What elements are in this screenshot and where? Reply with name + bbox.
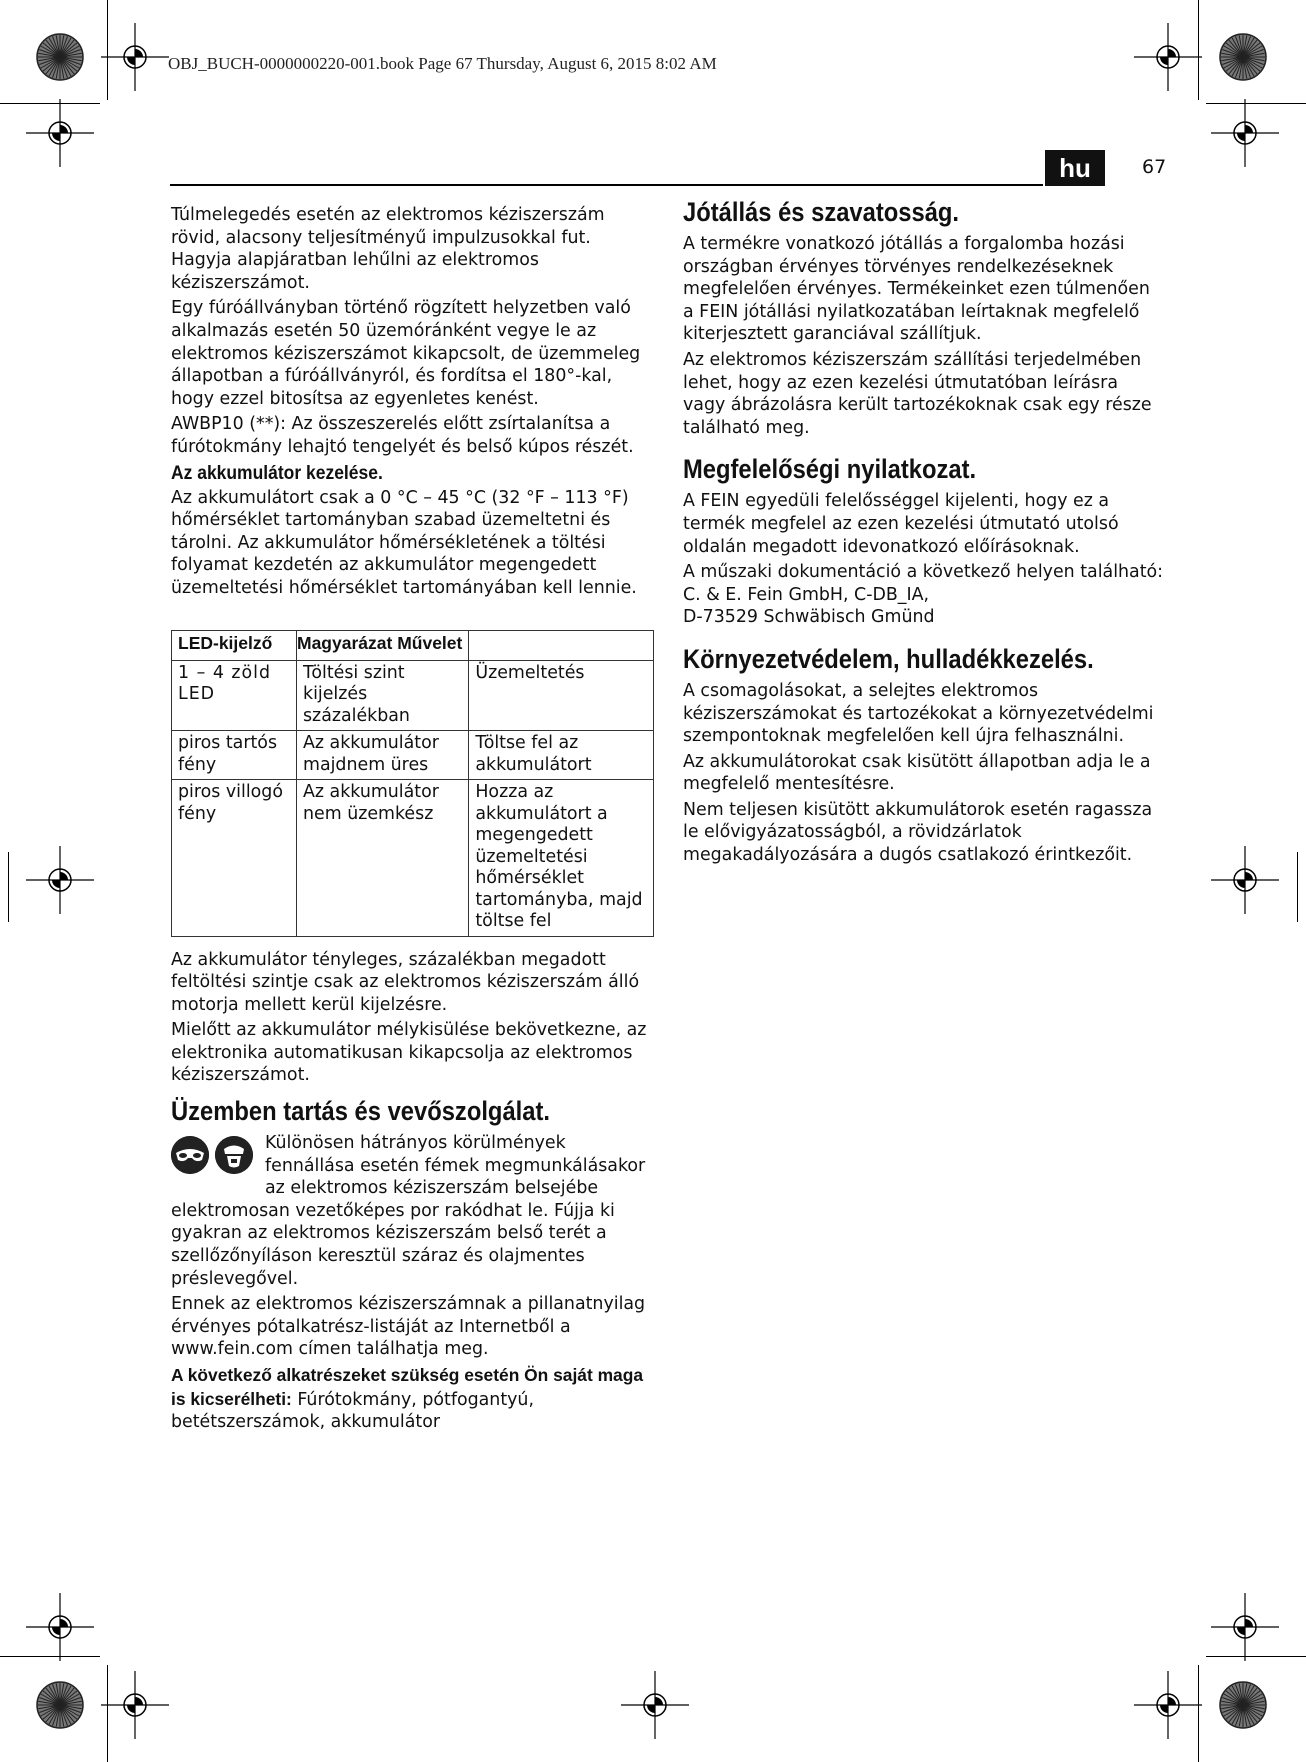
paragraph: A FEIN egyedüli felelősséggel kijelenti, hogy ez a termék megfelel az ezen kezelési útmutató utolsó oldalán megadott idevonatkozó előírásoknak. xyxy=(683,491,1119,557)
table-cell: Az akkumulátor majdnem üres xyxy=(297,731,469,780)
crop-line xyxy=(1198,1665,1199,1762)
crop-line xyxy=(107,1665,108,1762)
crop-line xyxy=(107,0,108,100)
paragraph: Mielőtt az akkumulátor mélykisülése bekövetkezne, az elektronika automatikusan kikapcsolja az elektromos kéziszerszámot. xyxy=(171,1020,647,1086)
language-tab: hu xyxy=(1045,150,1105,186)
address-line: C. & E. Fein GmbH, C-DB_IA, xyxy=(683,584,930,605)
crop-line xyxy=(0,103,100,104)
table-cell: piros villogó fény xyxy=(172,780,297,937)
table-cell: Üzemeltetés xyxy=(469,660,654,731)
paragraph: Az akkumulátorokat csak kisütött állapotban adja le a megfelelő mentesítésre. xyxy=(683,751,1151,795)
paragraph: AWBP10 (**): Az összeszerelés előtt zsírtalanítsa a fúrótokmány lehajtó tengelyét és belső kúpos részét. xyxy=(171,414,634,457)
crop-line xyxy=(0,1656,100,1657)
led-table xyxy=(171,630,654,937)
battery-heading: Az akkumulátor kezelése. xyxy=(171,462,383,484)
table-cell: Töltse fel az akkumulátort xyxy=(469,731,654,780)
page-number: 67 xyxy=(1142,156,1167,178)
color-calibration-wheel-icon xyxy=(1219,1681,1267,1729)
color-calibration-wheel-icon xyxy=(1219,33,1267,81)
registration-mark-icon xyxy=(1211,1593,1279,1661)
crop-line xyxy=(8,852,9,922)
registration-mark-icon xyxy=(621,1671,689,1739)
table-cell: 1 – 4 zöld LED xyxy=(172,660,297,731)
table-header-row xyxy=(172,630,654,660)
table-cell: piros tartós fény xyxy=(172,731,297,780)
registration-mark-icon xyxy=(1211,99,1279,167)
registration-mark-icon xyxy=(1134,23,1202,91)
paragraph-text: Fúrótokmány, pótfogantyú, betétszerszámok, akkumulátor xyxy=(171,1389,534,1433)
table-row xyxy=(172,731,654,780)
paragraph: A csomagolásokat, a selejtes elektromos kéziszerszámokat és tartozékokat a környezetvédelmi szempontoknak megfelelően kell újra felhasználni. xyxy=(683,680,1154,747)
environment-heading: Környezetvédelem, hulladékkezelés. xyxy=(683,643,1094,674)
safety-paragraph xyxy=(171,1132,655,1290)
service-heading: Üzemben tartás és vevőszolgálat. xyxy=(171,1096,550,1127)
paragraph: Egy fúróállványban történő rögzített helyzetben való alkalmazás esetén 50 üzemóránként vegye le az elektromos kéziszerszámot kikapcsolt, de üzemmeleg állapotban a fúróállványról, és fordítsa el 180°-kal, hogy ezzel bitosítsa az egyenletes kenést. xyxy=(171,298,641,409)
paragraph: Az akkumulátor tényleges, százalékban megadott feltöltési szintje csak az elektromos kéziszerszám álló motorja mellett kerül kijelzésre. xyxy=(171,949,640,1015)
table-row xyxy=(172,660,654,731)
paragraph: Ennek az elektromos kéziszerszámnak a pillanatnyilag érvényes pótalkatrész-listáját az Internetből a www.fein.com címen találhatja meg. xyxy=(171,1294,646,1360)
registration-mark-icon xyxy=(101,1671,169,1739)
paragraph: A termékre vonatkozó jótállás a forgalomba hozási országban érvényes törvényes rendelkezéseknek megfelelően érvényes. Termékeinket ezen túlmenően a FEIN jótállási nyilatkozatában leírtaknak megfelelő kiterjesztett garanciával szállítjuk. xyxy=(683,234,1150,345)
table-header: Magyarázat Művelet xyxy=(297,630,469,660)
registration-mark-icon xyxy=(26,846,94,914)
color-calibration-wheel-icon xyxy=(36,33,84,81)
paragraph: A műszaki dokumentáció a következő helyen található: xyxy=(683,562,1164,583)
safety-goggles-icon xyxy=(171,1136,209,1174)
paragraph: Nem teljesen kisütött akkumulátorok esetén ragassza le elővigyázatosságból, a rövidzárlatok megakadályozására a dugós csatlakozó érintkezőit. xyxy=(683,799,1153,866)
paragraph-text: Különösen hátrányos körülmények fennállása esetén fémek megmunkálásakor az elektromos kéziszerszám belsejébe elektromosan vezetőképes por rakódhat le. Fújja ki gyakran az elektromos kéziszerszám belső terét a szellőzőnyíláson keresztül száraz és olajmentes préslevegővel. xyxy=(171,1133,646,1289)
bold-lead: A következő alkatrészeket szükség esetén Ön saját maga is kicserélheti: xyxy=(171,1365,644,1409)
paragraph: Az elektromos kéziszerszám szállítási terjedelmében lehet, hogy az ezen kezelési útmutatóban leírásra vagy ábrázolásra került tartozékoknak csak egy része található meg. xyxy=(683,349,1152,438)
registration-mark-icon xyxy=(1134,1671,1202,1739)
table-row xyxy=(172,780,654,937)
paragraph: Az akkumulátort csak a 0 °C – 45 °C (32 °F – 113 °F) hőmérséklet tartományban szabad üzemeltetni és tárolni. Az akkumulátor hőmérsékletének a töltési folyamat kezdetén az akkumulátor megengedett üzemeltetési hőmérséklet tartományában kell lennie. xyxy=(171,487,637,598)
table-cell: Hozza az akkumulátort a megengedett üzemeltetési hőmérséklet tartományba, majd töltse fel xyxy=(469,780,654,937)
table-header-empty xyxy=(469,630,654,660)
warranty-heading: Jótállás és szavatosság. xyxy=(683,197,960,227)
color-calibration-wheel-icon xyxy=(36,1681,84,1729)
registration-mark-icon xyxy=(101,23,169,91)
registration-mark-icon xyxy=(26,1593,94,1661)
table-cell: Töltési szint kijelzés százalékban xyxy=(297,660,469,731)
safety-icons xyxy=(171,1132,259,1178)
crop-line xyxy=(1206,103,1306,104)
address-line: D-73529 Schwäbisch Gmünd xyxy=(683,607,935,628)
crop-line xyxy=(1206,1656,1306,1657)
header-rule xyxy=(170,184,1043,186)
crop-line xyxy=(1198,0,1199,100)
registration-mark-icon xyxy=(1211,846,1279,914)
crop-line xyxy=(1297,852,1298,922)
dust-mask-icon xyxy=(215,1136,253,1174)
paragraph: Túlmelegedés esetén az elektromos kéziszerszám rövid, alacsony teljesítményű impulzusokkal fut. Hagyja alapjáratban lehűlni az elektromos kéziszerszámot. xyxy=(171,205,605,293)
conformity-heading: Megfelelőségi nyilatkozat. xyxy=(683,454,977,485)
paragraph xyxy=(171,1364,655,1434)
table-cell: Az akkumulátor nem üzemkész xyxy=(297,780,469,937)
table-header: LED-kijelző xyxy=(172,630,297,660)
right-column xyxy=(683,196,1165,870)
file-slug: OBJ_BUCH-0000000220-001.book Page 67 Thursday, August 6, 2015 8:02 AM xyxy=(168,54,717,73)
left-column xyxy=(171,204,655,1437)
registration-mark-icon xyxy=(26,99,94,167)
